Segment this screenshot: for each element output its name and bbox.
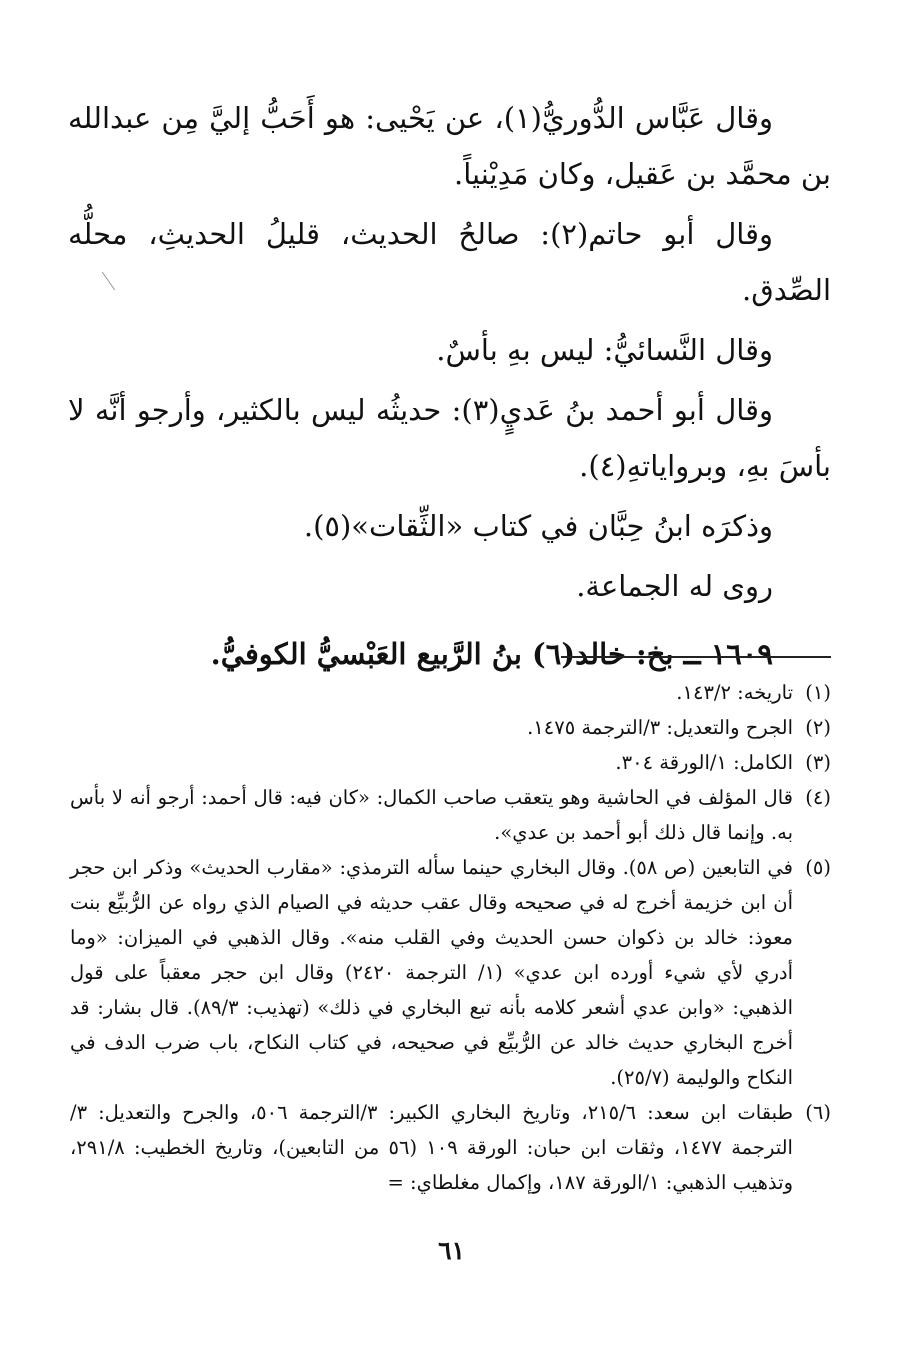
footnote-text: قال المؤلف في الحاشية وهو يتعقب صاحب الكمال: «كان فيه: قال أحمد: أرجو أنه لا بأس به. وإنما قال ذلك أبو أحمد بن عدي». xyxy=(70,786,793,844)
footnote-divider xyxy=(561,656,831,658)
footnote-text: الجرح والتعديل: ٣/الترجمة ١٤٧٥. xyxy=(527,716,793,739)
footnote-number: (٥) xyxy=(805,856,831,879)
footnote-text: الكامل: ١/الورقة ٣٠٤. xyxy=(615,751,793,774)
footnote xyxy=(70,850,831,1095)
paragraph: وقال النَّسائيُّ: ليس بهِ بأسٌ. xyxy=(436,333,773,367)
footnotes xyxy=(70,675,831,1200)
main-text xyxy=(68,90,831,711)
footnote-text: في التابعين (ص ٥٨). وقال البخاري حينما سأله الترمذي: «مقارب الحديث» وذكر ابن حجر أن ابن خزيمة أخرج له في صحيحه وقال عقب حديثه في الصيام الذي رواه عن الرُّبيِّع بنت معوذ: خالد بن ذكوان حسن الحديث وفي القلب منه». وقال الذهبي في الميزان: «وما أدري لأي شيء أورده ابن عدي» (١/ الترجمة ٢٤٢٠) وقال ابن حجر معقباً على قول الذهبي: «وابن عدي أشعر كلامه بأنه تبع البخاري في ذلك» (تهذيب: ٨٩/٣). قال بشار: قد أخرج البخاري حديث خالد عن الرُّبيِّع في صحيحه، في كتاب النكاح، باب ضرب الدف في النكاح والوليمة (٢٥/٧). xyxy=(70,856,794,1089)
footnote xyxy=(70,745,831,780)
footnote-number: (٢) xyxy=(805,716,831,739)
footnote-number: (١) xyxy=(805,681,831,704)
paragraph: وقال أبو أحمد بنُ عَديٍ(٣): حديثُه ليس بالكثير، وأرجو أنَّه لا بأسَ بهِ، وبرواياتهِ(٤). xyxy=(68,393,831,483)
paragraph: وقال عَبَّاس الدُّوريُّ(١)، عن يَحْيى: هو أَحَبُّ إليَّ مِن عبدالله بن محمَّد بن عَقيل، وكان مَدِيْنياً. xyxy=(68,101,831,191)
paragraph: روى له الجماعة. xyxy=(576,569,773,603)
page-number: ٦١ xyxy=(438,1236,465,1265)
paragraph: وقال أبو حاتم(٢): صالحُ الحديث، قليلُ الحديثِ، محلُّه الصِّدق. xyxy=(68,217,831,307)
footnote-number: (٦) xyxy=(805,1101,831,1124)
footnote-number: (٣) xyxy=(805,751,831,774)
footnote xyxy=(70,675,831,710)
paragraph: وذكرَه ابنُ حِبَّان في كتاب «الثِّقات»(٥). xyxy=(303,509,773,543)
footnote xyxy=(70,780,831,850)
entry-heading: ١٦٠٩ ــ بخ: خالد(٦) بنُ الرَّبيع العَبْسيُّ الكوفيُّ. xyxy=(210,637,773,671)
footnote-text: طبقات ابن سعد: ٢١٥/٦، وتاريخ البخاري الكبير: ٣/الترجمة ٥٠٦، والجرح والتعديل: ٣/ الترجمة ١٤٧٧، وثقات ابن حبان: الورقة ١٠٩ (٥٦ من التابعين)، وتاريخ الخطيب: ٢٩١/٨، وتذهيب الذهبي: ١/الورقة ١٨٧، وإكمال مغلطاي: = xyxy=(70,1101,793,1194)
footnote-number: (٤) xyxy=(805,786,831,809)
footnote xyxy=(70,710,831,745)
footnote xyxy=(70,1095,831,1200)
footnote-text: تاريخه: ١٤٣/٢. xyxy=(676,681,793,704)
